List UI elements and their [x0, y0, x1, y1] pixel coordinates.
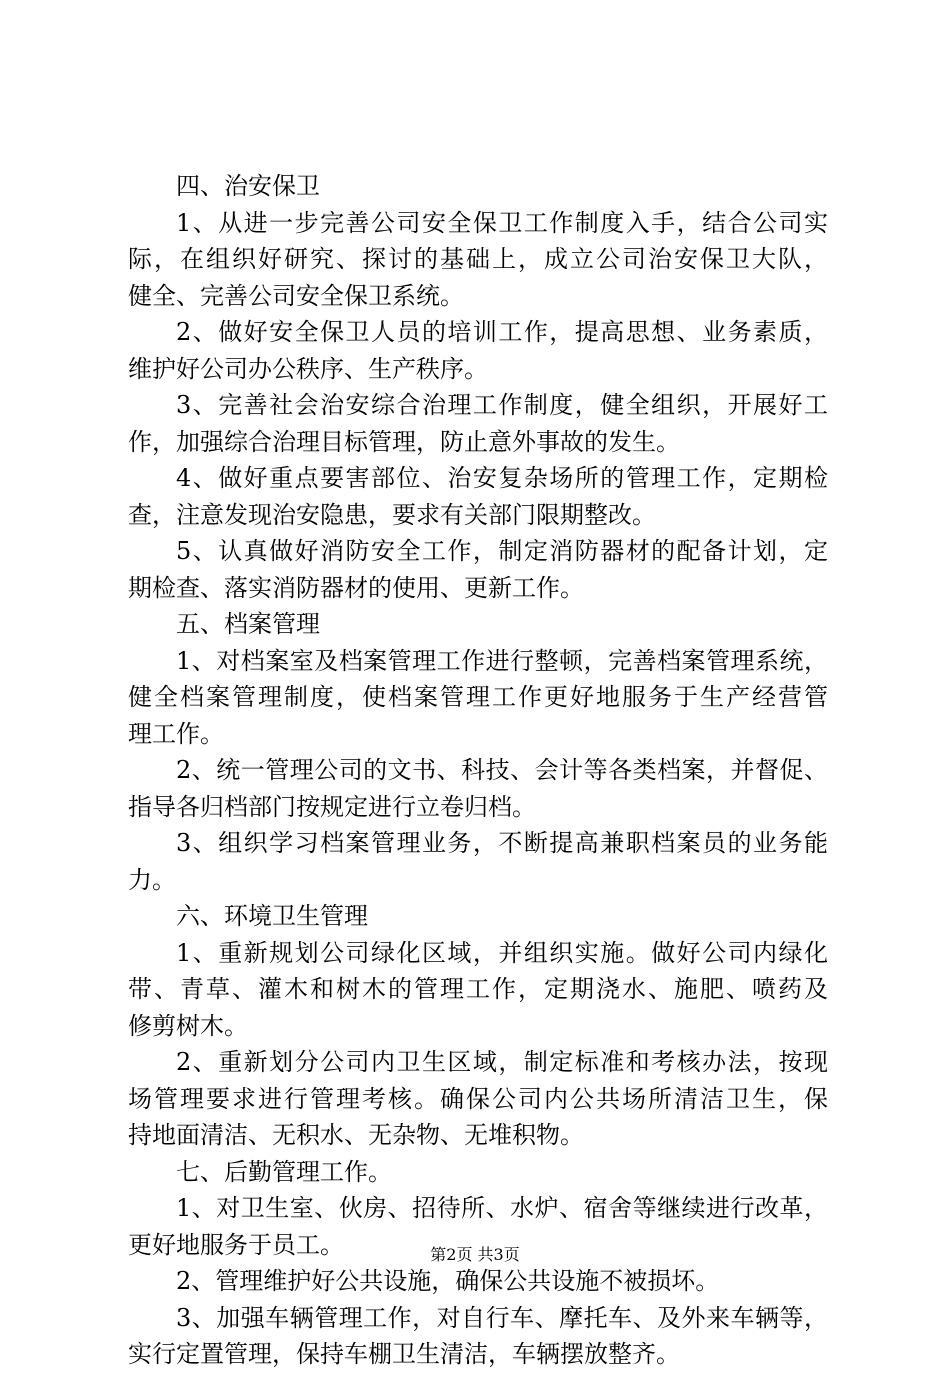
text-line: 5、认真做好消防安全工作，制定消防器材的配备计划，定 — [176, 537, 828, 565]
text-line: 六、环境卫生管理 — [176, 902, 368, 930]
text-line: 1、对档案室及档案管理工作进行整顿，完善档案管理系统， — [176, 646, 828, 675]
text-line: 3、完善社会治安综合治理工作制度，健全组织，开展好工 — [176, 391, 828, 419]
text-line: 指导各归档部门按规定进行立卷归档。 — [128, 792, 536, 821]
text-line: 1、重新规划公司绿化区域，并组织实施。做好公司内绿化 — [176, 938, 828, 967]
text-line: 作，加强综合治理目标管理，防止意外事故的发生。 — [128, 427, 680, 456]
text-line: 更好地服务于员工。 — [128, 1230, 344, 1259]
text-line: 际，在组织好研究、探讨的基础上，成立公司治安保卫大队， — [128, 245, 828, 273]
text-line: 2、做好安全保卫人员的培训工作，提高思想、业务素质， — [176, 318, 828, 346]
text-line: 健全、完善公司安全保卫系统。 — [128, 281, 464, 310]
text-line: 2、管理维护好公共设施，确保公共设施不被损坏。 — [176, 1267, 720, 1295]
text-line: 维护好公司办公秩序、生产秩序。 — [128, 354, 488, 383]
text-line: 四、治安保卫 — [176, 172, 320, 200]
text-line: 七、后勤管理工作。 — [176, 1157, 392, 1186]
text-line: 带、青草、灌木和树木的管理工作，定期浇水、施肥、喷药及 — [128, 975, 828, 1003]
text-line: 健全档案管理制度，使档案管理工作更好地服务于生产经营管 — [128, 683, 828, 711]
text-line: 期检查、落实消防器材的使用、更新工作。 — [128, 573, 584, 602]
text-line: 持地面清洁、无积水、无杂物、无堆积物。 — [128, 1121, 584, 1149]
document-body — [128, 168, 828, 1373]
text-line: 4、做好重点要害部位、治安复杂场所的管理工作，定期检 — [176, 464, 828, 492]
text-line: 修剪树木。 — [128, 1011, 248, 1040]
text-line: 1、对卫生室、伙房、招待所、水炉、宿舍等继续进行改革， — [176, 1194, 828, 1222]
text-line: 力。 — [128, 865, 176, 894]
text-line: 2、重新划分公司内卫生区域，制定标准和考核办法，按现 — [176, 1048, 828, 1076]
text-line: 3、加强车辆管理工作，对自行车、摩托车、及外来车辆等， — [176, 1303, 828, 1332]
text-line: 3、组织学习档案管理业务，不断提高兼职档案员的业务能 — [176, 829, 828, 857]
text-line: 场管理要求进行管理考核。确保公司内公共场所清洁卫生，保 — [128, 1084, 828, 1113]
text-line: 1、从进一步完善公司安全保卫工作制度入手，结合公司实 — [176, 208, 828, 237]
page-footer: 第2页 共3页 — [430, 1245, 520, 1264]
text-line: 实行定置管理，保持车棚卫生清洁，车辆摆放整齐。 — [128, 1340, 680, 1368]
text-line: 查，注意发现治安隐患，要求有关部门限期整改。 — [128, 500, 656, 529]
text-line: 五、档案管理 — [176, 610, 320, 638]
text-line: 2、统一管理公司的文书、科技、会计等各类档案，并督促、 — [176, 756, 828, 784]
text-line: 理工作。 — [128, 719, 224, 748]
